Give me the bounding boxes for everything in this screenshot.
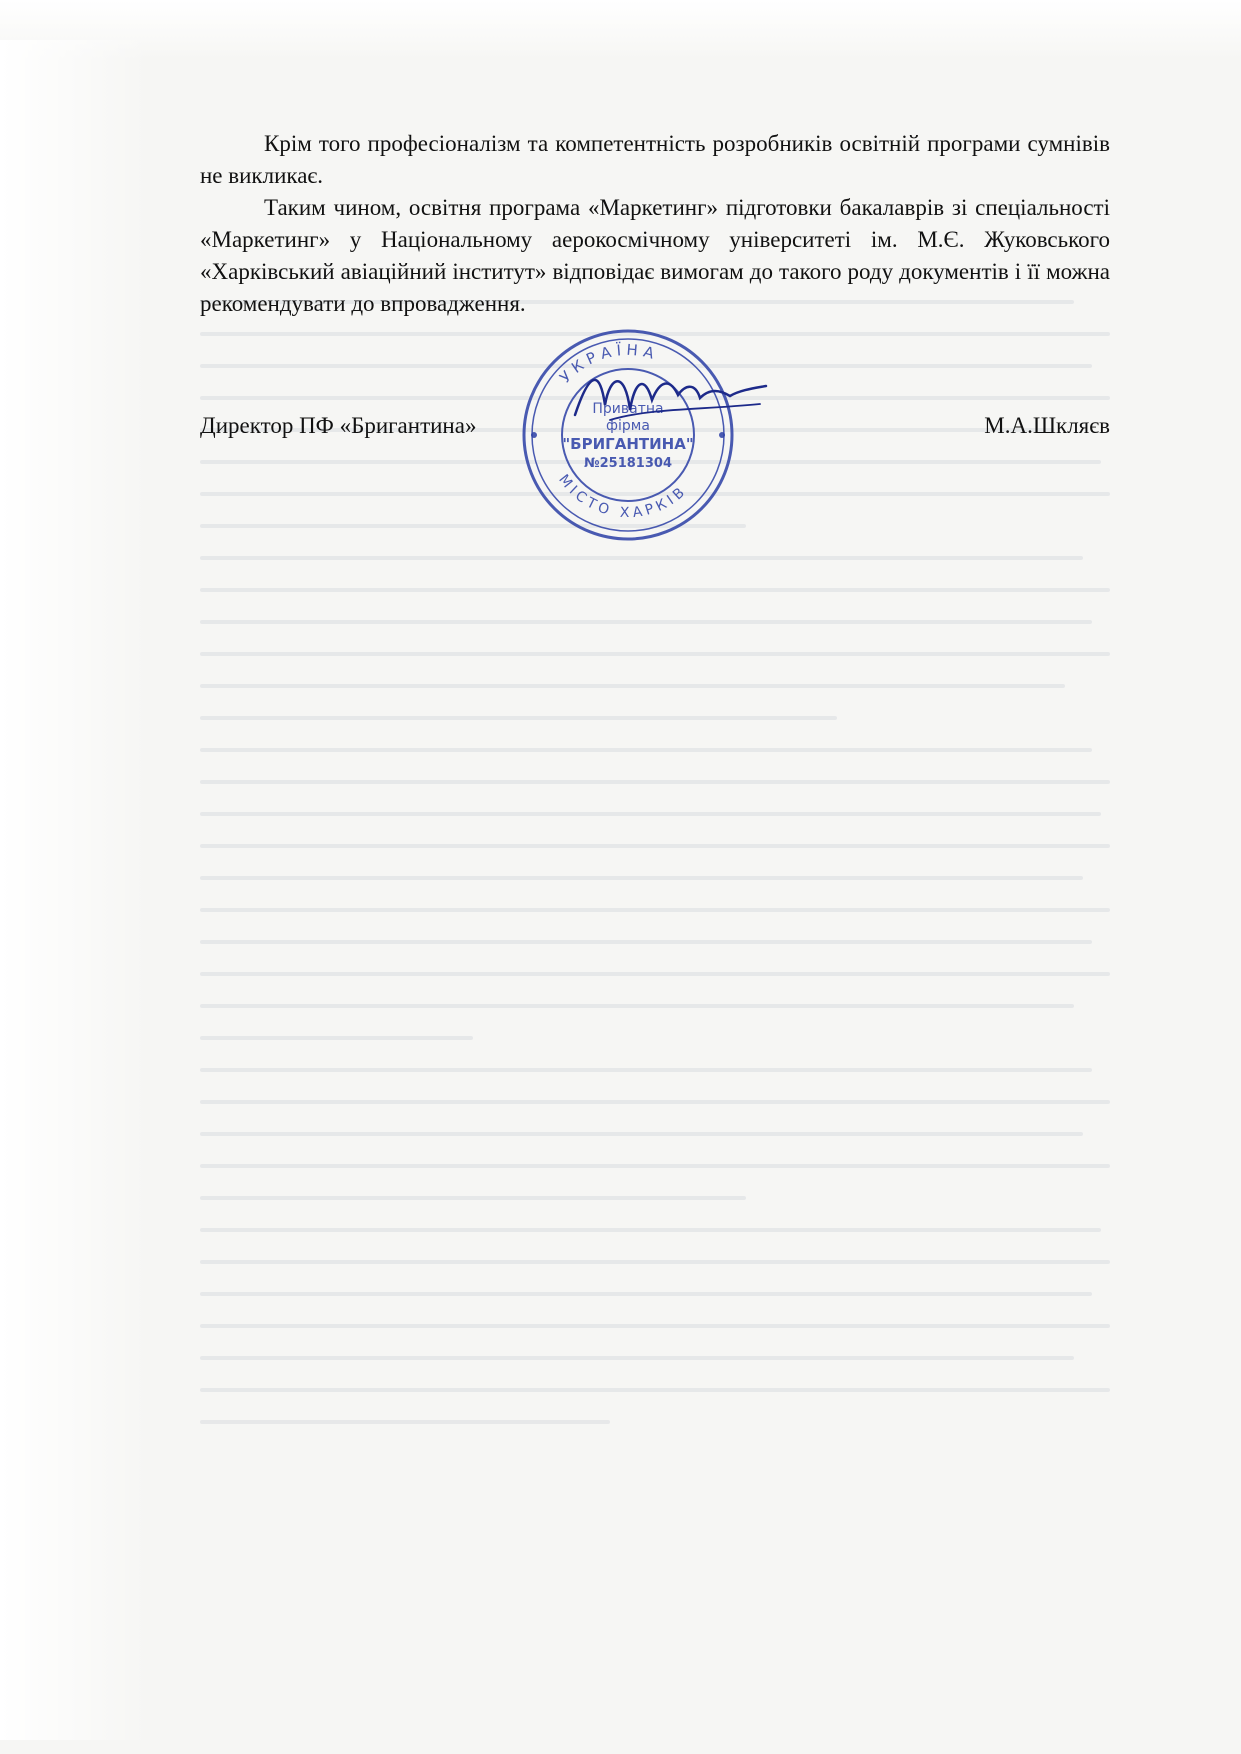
- company-stamp: [518, 325, 738, 545]
- svg-text:"БРИГАНТИНА": "БРИГАНТИНА": [562, 435, 694, 453]
- paragraph-1: Крім того професіоналізм та компетентність розробників освітній програми сумнівів не викликає.: [200, 131, 1110, 188]
- paragraph-2: Таким чином, освітня програма «Маркетинг» підготовки бакалаврів зі спеціальності «Маркетинг» у Національному аерокосмічному університеті ім. М.Є. Жуковського «Харківський авіаційний інститут» відповідає вимогам до такого роду документів і її можна рекомендувати до впровадження.: [200, 195, 1110, 316]
- svg-text:Приватна: Приватна: [592, 401, 664, 417]
- signer-name: М.А.Шкляєв: [984, 413, 1110, 438]
- signer-position: Директор ПФ «Бригантина»: [200, 413, 477, 438]
- scan-edge: [0, 0, 1241, 60]
- svg-text:УКРАЇНА: УКРАЇНА: [556, 340, 662, 387]
- body-text: [200, 128, 1110, 320]
- svg-text:фірма: фірма: [606, 418, 650, 434]
- paper-shadow: [0, 40, 150, 1740]
- handwritten-signature: [570, 360, 770, 430]
- svg-text:№25181304: №25181304: [583, 456, 673, 471]
- svg-text:МІСТО ХАРКІВ: МІСТО ХАРКІВ: [555, 471, 691, 522]
